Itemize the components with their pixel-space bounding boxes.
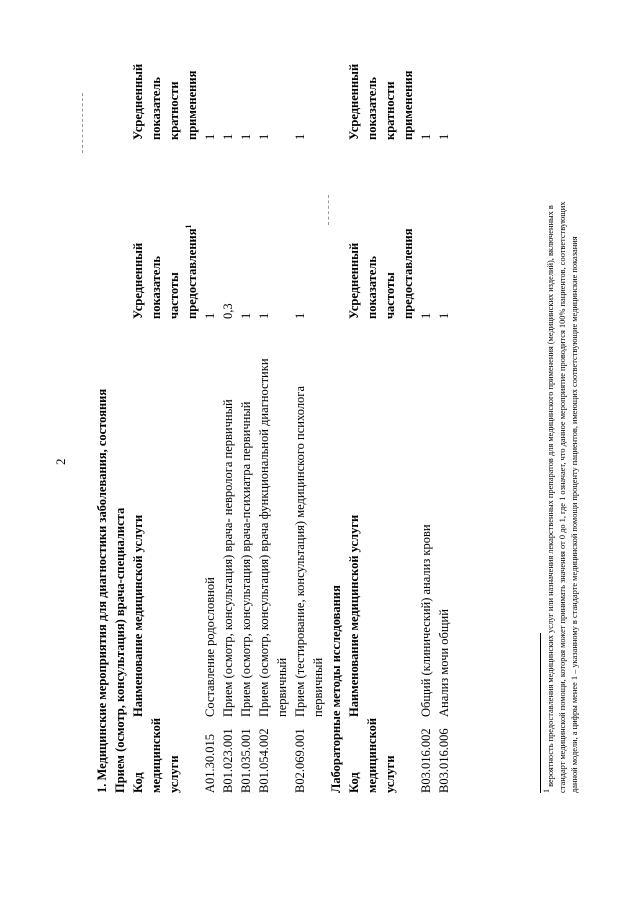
- table2-header-multiplicity-line1: Усредненный: [347, 63, 361, 140]
- table1-header-frequency-line2: показатель: [149, 256, 163, 319]
- row-frequency: 1: [419, 312, 433, 319]
- footnote-marker: 1: [542, 789, 552, 793]
- row-name-continued: первичный: [311, 657, 325, 717]
- table1-header-code-line1: Код: [131, 772, 145, 793]
- footnote-ref-marker: 1: [183, 224, 193, 229]
- row-frequency: 1: [257, 312, 271, 319]
- row-name: Анализ мочи общий: [437, 609, 451, 717]
- table2-header-code-line3: услуги: [383, 755, 397, 793]
- row-code: B01.023.001: [221, 728, 235, 793]
- table2-header-frequency-line4: предоставления: [401, 228, 415, 319]
- row-code: B01.054.002: [257, 728, 271, 793]
- row-frequency: 0,3: [221, 303, 235, 319]
- table1-header-frequency-line3: частоты: [167, 272, 181, 319]
- row-code: A01.30.015: [203, 733, 217, 793]
- row-name-continued: первичный: [275, 657, 289, 717]
- row-frequency: 1: [293, 312, 307, 319]
- table2-header-frequency-line3: частоты: [383, 272, 397, 319]
- table2-header-name: Наименование медицинской услуги: [347, 514, 361, 717]
- table1-group-title: Прием (осмотр, консультация) врача-специалиста: [113, 507, 127, 793]
- scan-artifact: [82, 93, 83, 153]
- table1-header-multiplicity-line2: показатель: [149, 77, 163, 140]
- table2-header-code-line2: медицинской: [365, 717, 379, 793]
- row-multiplicity: 1: [239, 133, 253, 140]
- footnote-separator: [540, 633, 541, 793]
- row-name: Прием (тестирование, консультация) медицинского психолога: [293, 386, 307, 717]
- table1-header-frequency-line1: Усредненный: [131, 242, 145, 319]
- row-name: Общий (клинический) анализ крови: [419, 524, 433, 717]
- table2-header-multiplicity-line2: показатель: [365, 77, 379, 140]
- row-multiplicity: 1: [257, 133, 271, 140]
- table1-header-multiplicity-line4: применения: [185, 70, 199, 140]
- table2-header-multiplicity-line4: применения: [401, 70, 415, 140]
- footnote-line3: данной модели, а цифры менее 1 – указанному в стандарте медицинской помощи проценту пациентов, имеющих соответствующие медицинские показания: [570, 236, 579, 793]
- table1-header-multiplicity-line3: кратности: [167, 81, 181, 140]
- row-code: B01.035.001: [239, 728, 253, 793]
- table2-header-code-line1: Код: [347, 772, 361, 793]
- table2-header-multiplicity-line3: кратности: [383, 81, 397, 140]
- table2-group-title: Лабораторные методы исследования: [329, 585, 343, 793]
- section-title: 1. Медицинские мероприятия для диагностики заболевания, состояния: [95, 388, 109, 793]
- table1-header-code-line2: медицинской: [149, 717, 163, 793]
- row-code: B03.016.002: [419, 728, 433, 793]
- row-name: Прием (осмотр, консультация) врача-психиатра первичный: [239, 401, 253, 717]
- page-number: 2: [53, 458, 68, 465]
- row-multiplicity: 1: [293, 133, 307, 140]
- row-code: B03.016.006: [437, 728, 451, 793]
- row-frequency: 1: [203, 312, 217, 319]
- table1-header-multiplicity-line1: Усредненный: [131, 63, 145, 140]
- row-multiplicity: 1: [221, 133, 235, 140]
- table1-header-name: Наименование медицинской услуги: [131, 514, 145, 717]
- row-name: Прием (осмотр, консультация) врача функциональной диагностики: [257, 358, 271, 717]
- row-frequency: 1: [437, 312, 451, 319]
- table1-header-code-line3: услуги: [167, 755, 181, 793]
- table2-header-frequency-line2: показатель: [365, 256, 379, 319]
- row-frequency: 1: [239, 312, 253, 319]
- table2-header-frequency-line1: Усредненный: [347, 242, 361, 319]
- row-code: B02.069.001: [293, 728, 307, 793]
- row-name: Прием (осмотр, консультация) врача- невролога первичный: [221, 399, 235, 717]
- table1-header-frequency-line4: предоставления$^1$: [183, 224, 199, 319]
- row-multiplicity: 1: [437, 133, 451, 140]
- footnote-line2: стандарт медицинской помощи, которая может принимать значения от 0 до 1, где 1 означает, что данное мероприятие проводится 100% пациентов, соответствующих: [558, 201, 567, 793]
- row-multiplicity: 1: [419, 133, 433, 140]
- row-name: Составление родословной: [203, 577, 217, 717]
- scan-artifact: [328, 195, 329, 225]
- footnote-line1: 1 вероятность предоставления медицинских услуг или назначения лекарственных препаратов для медицинского применения (медицинских изделий), включенных в: [542, 205, 555, 793]
- row-multiplicity: 1: [203, 133, 217, 140]
